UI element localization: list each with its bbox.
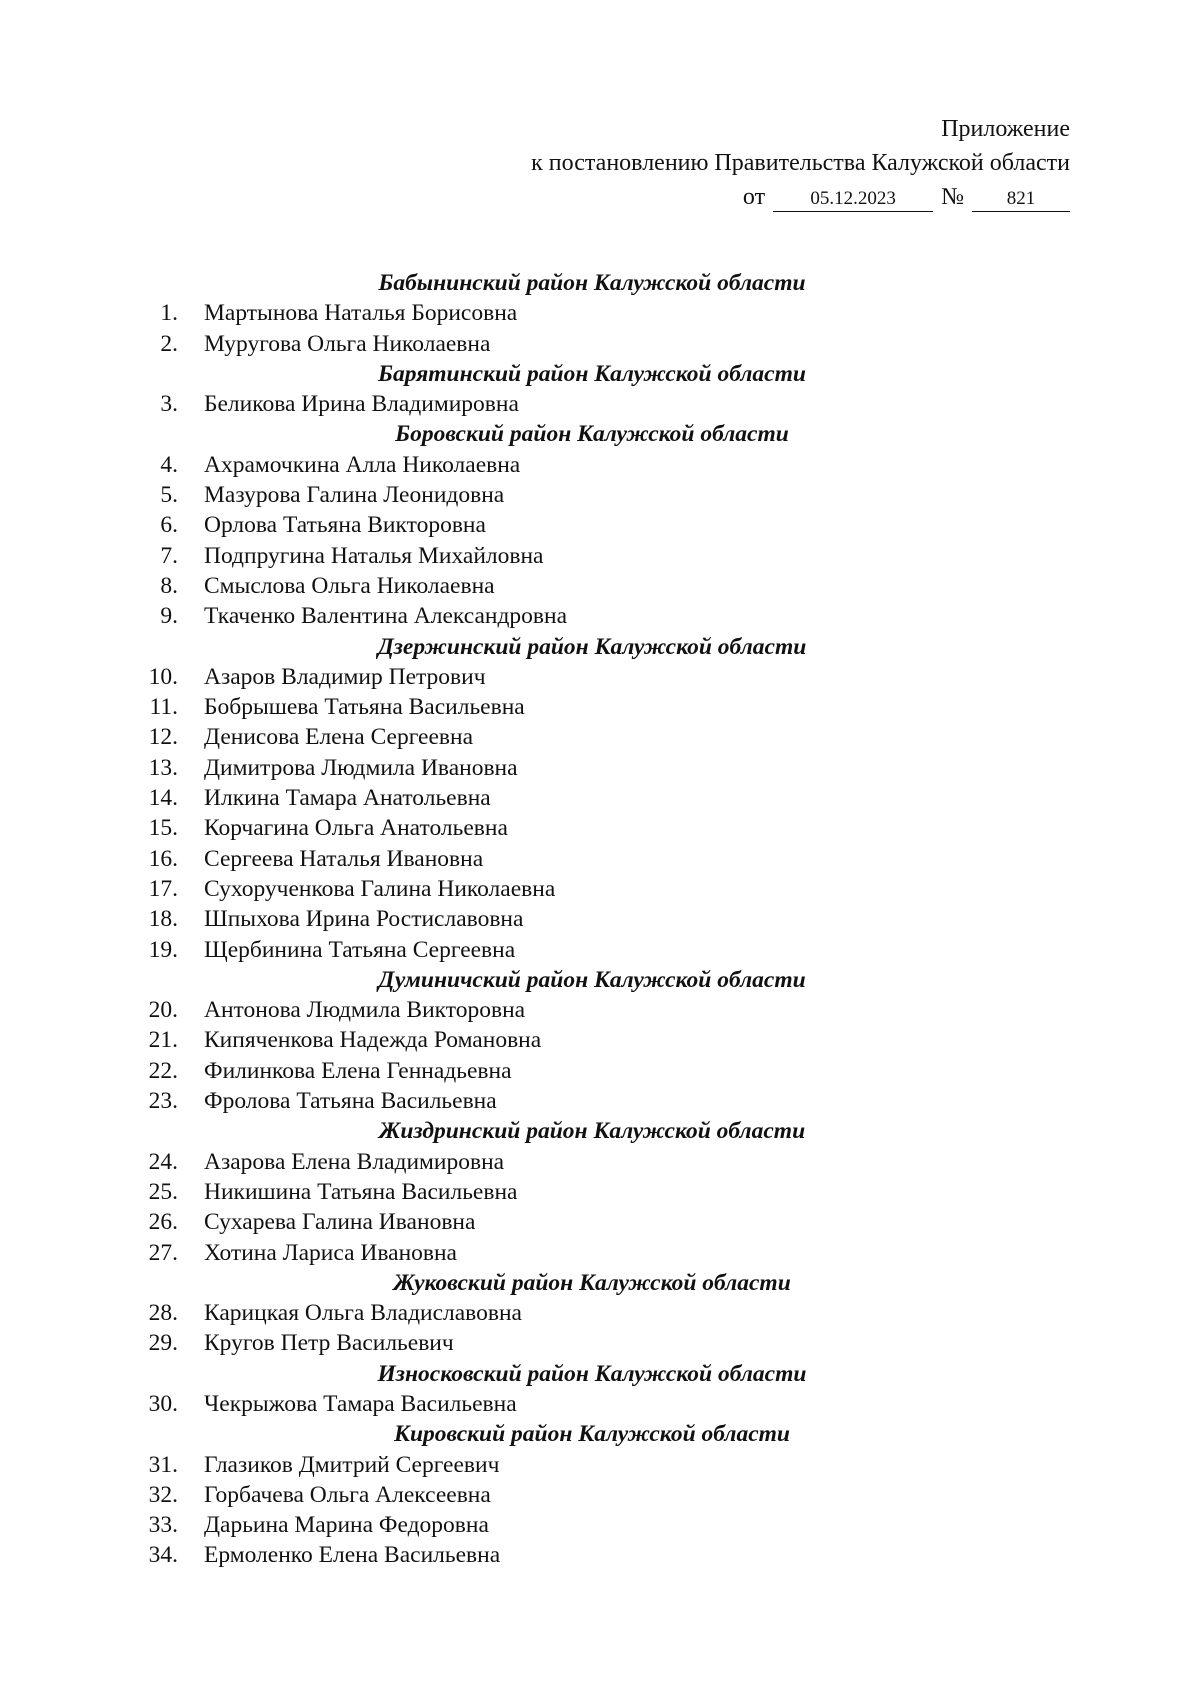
entry-name: Азарова Елена Владимировна <box>204 1148 505 1175</box>
entry-number: 14. <box>148 785 178 812</box>
district-heading: Жуковский район Калужской области <box>393 1269 791 1296</box>
entry-number: 1. <box>160 300 178 327</box>
list-item <box>0 298 1200 328</box>
entry-number: 24. <box>148 1148 178 1175</box>
entry-number: 17. <box>148 875 178 902</box>
list-item <box>0 722 1200 752</box>
entry-number: 12. <box>148 724 178 751</box>
list-item <box>0 1025 1200 1055</box>
list-item <box>0 1298 1200 1328</box>
entry-number: 10. <box>148 663 178 690</box>
entry-name: Дарьина Марина Федоровна <box>204 1512 489 1539</box>
entry-name: Кипяченкова Надежда Романовна <box>204 1027 542 1054</box>
entry-name: Фролова Татьяна Васильевна <box>204 1088 497 1115</box>
list-item <box>0 480 1200 510</box>
list-item <box>0 662 1200 692</box>
entry-name: Глазиков Дмитрий Сергеевич <box>204 1451 500 1478</box>
list-item <box>0 1147 1200 1177</box>
entry-name: Илкина Тамара Анатольевна <box>204 785 491 812</box>
district-heading: Дзержинский район Калужской области <box>377 633 807 660</box>
entry-name: Кругов Петр Васильевич <box>204 1330 454 1357</box>
list-item <box>0 1328 1200 1358</box>
list-item <box>0 1510 1200 1540</box>
entry-name: Сухарева Галина Ивановна <box>204 1209 476 1236</box>
entry-number: 28. <box>148 1300 178 1327</box>
list-item <box>0 783 1200 813</box>
entry-name: Беликова Ирина Владимировна <box>204 391 519 418</box>
entry-number: 29. <box>148 1330 178 1357</box>
entry-name: Димитрова Людмила Ивановна <box>204 754 518 781</box>
list-item <box>0 1389 1200 1419</box>
entry-number: 2. <box>160 330 178 357</box>
list-item <box>0 450 1200 480</box>
entry-number: 32. <box>148 1481 178 1508</box>
entry-number: 34. <box>148 1542 178 1569</box>
appendix-label: Приложение <box>941 116 1070 142</box>
entry-name: Чекрыжова Тамара Васильевна <box>204 1390 517 1417</box>
district-heading: Думиничский район Калужской области <box>378 966 806 993</box>
district-heading: Барятинский район Калужской области <box>378 360 806 387</box>
entry-name: Никишина Татьяна Васильевна <box>204 1178 518 1205</box>
list-item <box>0 1450 1200 1480</box>
number-value: 821 <box>972 187 1070 212</box>
entry-number: 6. <box>160 512 178 539</box>
entry-number: 30. <box>148 1390 178 1417</box>
date-value: 05.12.2023 <box>773 187 933 212</box>
entry-name: Карицкая Ольга Владиславовна <box>204 1300 522 1327</box>
list-item <box>0 874 1200 904</box>
entry-name: Подпругина Наталья Михайловна <box>204 542 544 569</box>
district-heading: Боровский район Калужской области <box>395 421 789 448</box>
list-item <box>0 844 1200 874</box>
entry-name: Ахрамочкина Алла Николаевна <box>204 451 521 478</box>
entry-number: 31. <box>148 1451 178 1478</box>
entry-name: Сухорученкова Галина Николаевна <box>204 875 556 902</box>
resolution-reference: к постановлению Правительства Калужской области <box>531 150 1070 176</box>
document-header <box>531 112 1070 214</box>
list-item <box>0 813 1200 843</box>
entry-number: 23. <box>148 1088 178 1115</box>
list-item <box>0 1207 1200 1237</box>
district-heading: Бабынинский район Калужской области <box>378 270 806 296</box>
entry-number: 21. <box>148 1027 178 1054</box>
list-item <box>0 753 1200 783</box>
entry-name: Бобрышева Татьяна Васильевна <box>204 694 525 721</box>
entry-name: Азаров Владимир Петрович <box>204 663 486 690</box>
entry-name: Сергеева Наталья Ивановна <box>204 845 484 872</box>
list-item <box>0 904 1200 934</box>
entry-name: Муругова Ольга Николаевна <box>204 330 491 357</box>
entry-number: 11. <box>149 694 178 721</box>
entry-name: Мазурова Галина Леонидовна <box>204 482 505 509</box>
list-item <box>0 692 1200 722</box>
entry-name: Денисова Елена Сергеевна <box>204 724 473 751</box>
district-heading: Износковский район Калужской области <box>377 1360 807 1387</box>
district-heading: Кировский район Калужской области <box>394 1421 790 1448</box>
entry-name: Смыслова Ольга Николаевна <box>204 572 495 599</box>
entry-number: 4. <box>160 451 178 478</box>
list-item <box>0 1540 1200 1570</box>
entry-number: 27. <box>148 1239 178 1266</box>
entry-name: Антонова Людмила Викторовна <box>204 997 526 1024</box>
entry-number: 33. <box>148 1512 178 1539</box>
date-number-line <box>531 180 1070 214</box>
entry-number: 18. <box>148 906 178 933</box>
list-item <box>0 571 1200 601</box>
list-item <box>0 1177 1200 1207</box>
list-item <box>0 935 1200 965</box>
list-item <box>0 601 1200 631</box>
number-sign: № <box>941 184 964 210</box>
entry-number: 5. <box>160 482 178 509</box>
list-item <box>0 1056 1200 1086</box>
entry-number: 19. <box>148 936 178 963</box>
list-item <box>0 329 1200 359</box>
entry-number: 16. <box>148 845 178 872</box>
entry-name: Горбачева Ольга Алексеевна <box>204 1481 491 1508</box>
entry-name: Филинкова Елена Геннадьевна <box>204 1057 512 1084</box>
entry-number: 9. <box>160 603 178 630</box>
entry-name: Ткаченко Валентина Александровна <box>204 603 568 630</box>
entry-number: 13. <box>148 754 178 781</box>
entry-name: Орлова Татьяна Викторовна <box>204 512 486 539</box>
list-item <box>0 510 1200 540</box>
entry-number: 8. <box>160 572 178 599</box>
entry-number: 22. <box>148 1057 178 1084</box>
date-prefix: от <box>742 184 766 210</box>
list-item <box>0 995 1200 1025</box>
district-heading: Жиздринский район Калужской области <box>378 1118 806 1145</box>
list-item <box>0 1238 1200 1268</box>
list-item <box>0 541 1200 571</box>
entry-name: Щербинина Татьяна Сергеевна <box>204 936 516 963</box>
entry-name: Мартынова Наталья Борисовна <box>204 300 518 327</box>
entry-number: 20. <box>148 997 178 1024</box>
list-item <box>0 1480 1200 1510</box>
list-item <box>0 1086 1200 1116</box>
entry-number: 15. <box>148 815 178 842</box>
recipient-list <box>0 268 1200 1571</box>
entry-name: Ермоленко Елена Васильевна <box>204 1542 501 1569</box>
entry-number: 3. <box>160 391 178 418</box>
entry-number: 25. <box>148 1178 178 1205</box>
entry-number: 7. <box>160 542 178 569</box>
entry-name: Хотина Лариса Ивановна <box>204 1239 457 1266</box>
list-item <box>0 389 1200 419</box>
entry-name: Корчагина Ольга Анатольевна <box>204 815 508 842</box>
entry-number: 26. <box>148 1209 178 1236</box>
entry-name: Шпыхова Ирина Ростиславовна <box>204 906 524 933</box>
